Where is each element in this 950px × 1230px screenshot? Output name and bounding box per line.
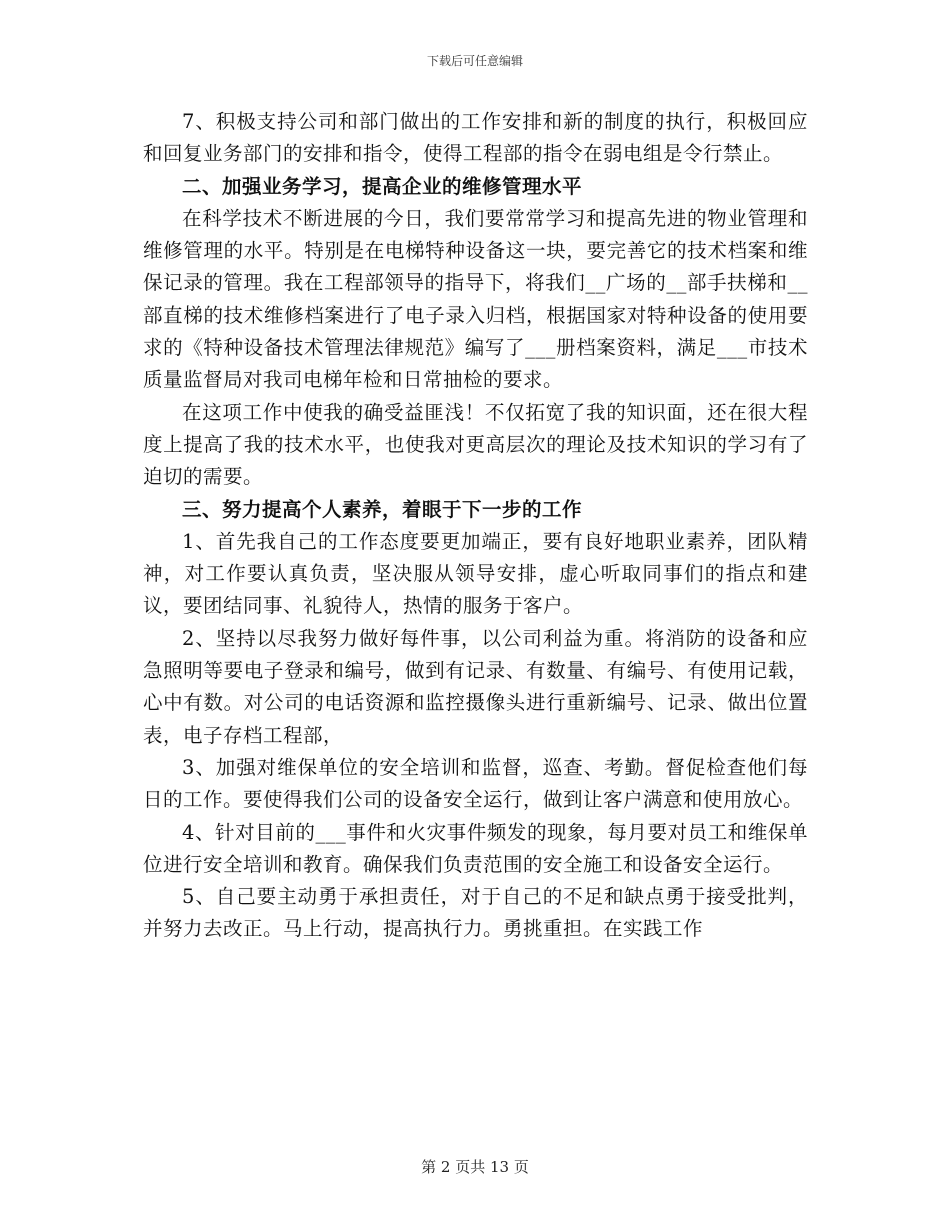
paragraph-item-2: 2、坚持以尽我努力做好每件事，以公司利益为重。将消防的设备和应急照明等要电子登录和编号，做到有记录、有数量、有编号、有使用记载，心中有数。对公司的电话资源和监控摄像头进行重新编号、记录、做出位置表，电子存档工程部， bbox=[143, 626, 808, 747]
paragraph-tech-learning: 在科学技术不断进展的今日，我们要常常学习和提高先进的物业管理和维修管理的水平。特别是在电梯特种设备这一块，要完善它的技术档案和维保记录的管理。我在工程部领导的指导下，将我们__广场的__部手扶梯和__部直梯的技术维修档案进行了电子录入归档，根据国家对特种设备的使用要求的《特种设备技术管理法律规范》编写了___册档案资料，满足___市技术质量监督局对我司电梯年检和日常抽检的要求。 bbox=[143, 206, 808, 392]
paragraph-item-7: 7、积极支持公司和部门做出的工作安排和新的制度的执行，积极回应和回复业务部门的安排和指令，使得工程部的指令在弱电组是令行禁止。 bbox=[143, 110, 808, 166]
page-number-footer: 第 2 页共 13 页 bbox=[421, 1158, 529, 1176]
document-body bbox=[143, 106, 808, 946]
paragraph-item-5: 5、自己要主动勇于承担责任，对于自己的不足和缺点勇于接受批判，并努力去改正。马上行动，提高执行力。勇挑重担。在实践工作 bbox=[143, 885, 808, 941]
section-heading-3: 三、努力提高个人素养，着眼于下一步的工作 bbox=[182, 497, 583, 521]
paragraph-item-4: 4、针对目前的___事件和火灾事件频发的现象，每月要对员工和维保单位进行安全培训和教育。确保我们负责范围的安全施工和设备安全运行。 bbox=[143, 820, 808, 876]
section-heading-2: 二、加强业务学习，提高企业的维修管理水平 bbox=[182, 174, 583, 198]
page-header: 下载后可任意编辑 bbox=[426, 54, 523, 68]
paragraph-item-1: 1、首先我自己的工作态度要更加端正，要有良好地职业素养，团队精神，对工作要认真负责，坚决服从领导安排，虚心听取同事们的指点和建议，要团结同事、礼貌待人，热情的服务于客户。 bbox=[143, 529, 808, 618]
paragraph-item-3: 3、加强对维保单位的安全培训和监督，巡查、考勤。督促检查他们每日的工作。要使得我们公司的设备安全运行，做到让客户满意和使用放心。 bbox=[143, 755, 808, 812]
paragraph-benefit: 在这项工作中使我的确受益匪浅！不仅拓宽了我的知识面，还在很大程度上提高了我的技术水平，也使我对更高层次的理论及技术知识的学习有了迫切的需要。 bbox=[143, 400, 808, 489]
